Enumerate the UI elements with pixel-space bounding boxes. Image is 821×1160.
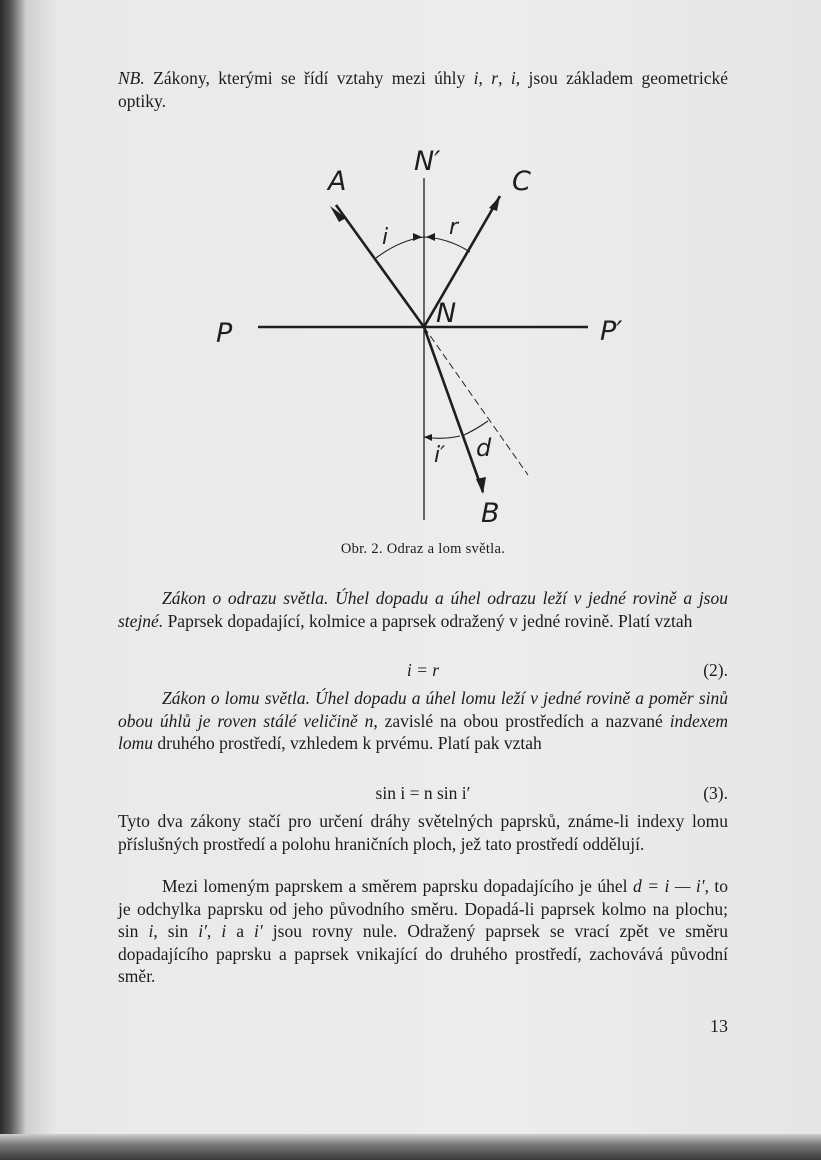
label-i: i bbox=[382, 225, 389, 250]
deviation-text-b: , to je odchylka paprsku od jeho původního směru. Dopadá-li paprsek kolmo na plochu; sin bbox=[118, 876, 729, 941]
equation-3 bbox=[118, 783, 728, 805]
equation-3-formula: sin i = n sin i′ bbox=[375, 783, 471, 803]
paragraph-laws-sufficient bbox=[118, 810, 728, 855]
refraction-mid: , zavislé na obou prostředích a nazvané bbox=[373, 710, 670, 731]
deviation-var-i: i bbox=[148, 921, 154, 941]
equation-2 bbox=[118, 660, 728, 682]
refraction-paragraph bbox=[118, 687, 728, 755]
arrowhead-arc-i-prime bbox=[424, 434, 432, 441]
arrowhead-arc-r bbox=[426, 233, 435, 241]
arrowhead-arc-i bbox=[413, 233, 422, 241]
paragraph-laws-sufficient-text: Tyto dva zákony stačí pro určení dráhy světelných paprsků, známe-li indexy lomu příslušných prostředí a polohu hraničních ploch, jež tato prostředí oddělují. bbox=[118, 811, 728, 854]
intro-tail: , jsou základem geometrické optiky. bbox=[118, 68, 728, 111]
reflection-rest: Paprsek dopadající, kolmice a paprsek odražený v jedné rovině. Platí vztah bbox=[163, 610, 693, 631]
refraction-rest: druhého prostředí, vzhledem k prvému. Platí pak vztah bbox=[153, 733, 542, 753]
intro-var-i-2: i bbox=[510, 68, 516, 88]
intro-text: Zákony, kterými se řídí vztahy mezi úhly bbox=[144, 68, 474, 88]
deviation-text-d: , sin bbox=[153, 921, 199, 941]
deviation-var-i-prime: i′ bbox=[198, 921, 207, 941]
deviation-text-m: jsou rovny nule. Odražený paprsek se vrací zpět ve směru dopadajícího paprsku a paprsek vnikající do druhého prostředí, zachovává původní směr. bbox=[118, 921, 728, 986]
deviation-text-f: , bbox=[206, 921, 222, 941]
reflection-paragraph bbox=[118, 587, 728, 632]
equation-2-number: (2). bbox=[703, 660, 728, 680]
nb-marker: NB. bbox=[118, 68, 145, 88]
intro-var-r: r bbox=[491, 68, 499, 88]
label-p: P bbox=[216, 318, 233, 349]
label-i-prime: i′ bbox=[434, 443, 446, 468]
refraction-var-n: n bbox=[357, 710, 374, 731]
deviation-text-h: a bbox=[226, 921, 255, 941]
equation-3-number: (3). bbox=[703, 783, 728, 803]
incident-ray bbox=[336, 205, 424, 327]
intro-comma-2: , bbox=[498, 68, 511, 88]
figure-reflection-refraction bbox=[0, 0, 821, 560]
deviation-var-i-2: i bbox=[221, 921, 227, 941]
deviation-text-a: Mezi lomeným paprskem a směrem paprsku dopadajícího je úhel bbox=[162, 876, 634, 896]
page-number: 13 bbox=[710, 1016, 728, 1036]
label-d: d bbox=[476, 434, 492, 462]
arrowhead-refracted bbox=[476, 477, 486, 494]
page-bottom-edge bbox=[0, 1134, 821, 1160]
intro-var-i: i bbox=[473, 68, 479, 88]
arrowhead-reflected bbox=[489, 196, 500, 211]
label-n: N bbox=[436, 298, 457, 329]
label-c: C bbox=[512, 166, 531, 197]
intro-comma-1: , bbox=[478, 68, 492, 88]
paragraph-deviation bbox=[118, 875, 728, 988]
figure-caption: Obr. 2. Odraz a lom světla. bbox=[340, 541, 506, 557]
label-a: A bbox=[328, 166, 347, 197]
label-n-prime: N′ bbox=[414, 146, 441, 177]
refraction-index-term: indexem lomu bbox=[118, 710, 728, 753]
refraction-law: Úhel dopadu a úhel lomu leží v jedné rovině a poměr sinů obou úhlů je roven stálé veličině bbox=[118, 688, 728, 731]
label-r: r bbox=[449, 215, 459, 240]
arc-r bbox=[424, 237, 470, 252]
deviation-formula: d = i — i′ bbox=[633, 876, 705, 896]
equation-2-formula: i = r bbox=[406, 660, 440, 680]
reflection-title: Zákon o odrazu světla. bbox=[162, 588, 329, 608]
label-b: B bbox=[481, 498, 500, 529]
refracted-ray bbox=[424, 327, 483, 492]
deviation-var-i-prime-2: i′ bbox=[254, 921, 263, 941]
reflection-law: Úhel dopadu a úhel odrazu leží v jedné rovině a jsou stejné. bbox=[118, 588, 728, 631]
label-p-prime: P′ bbox=[600, 316, 623, 347]
refraction-title: Zákon o lomu světla. bbox=[162, 688, 310, 708]
